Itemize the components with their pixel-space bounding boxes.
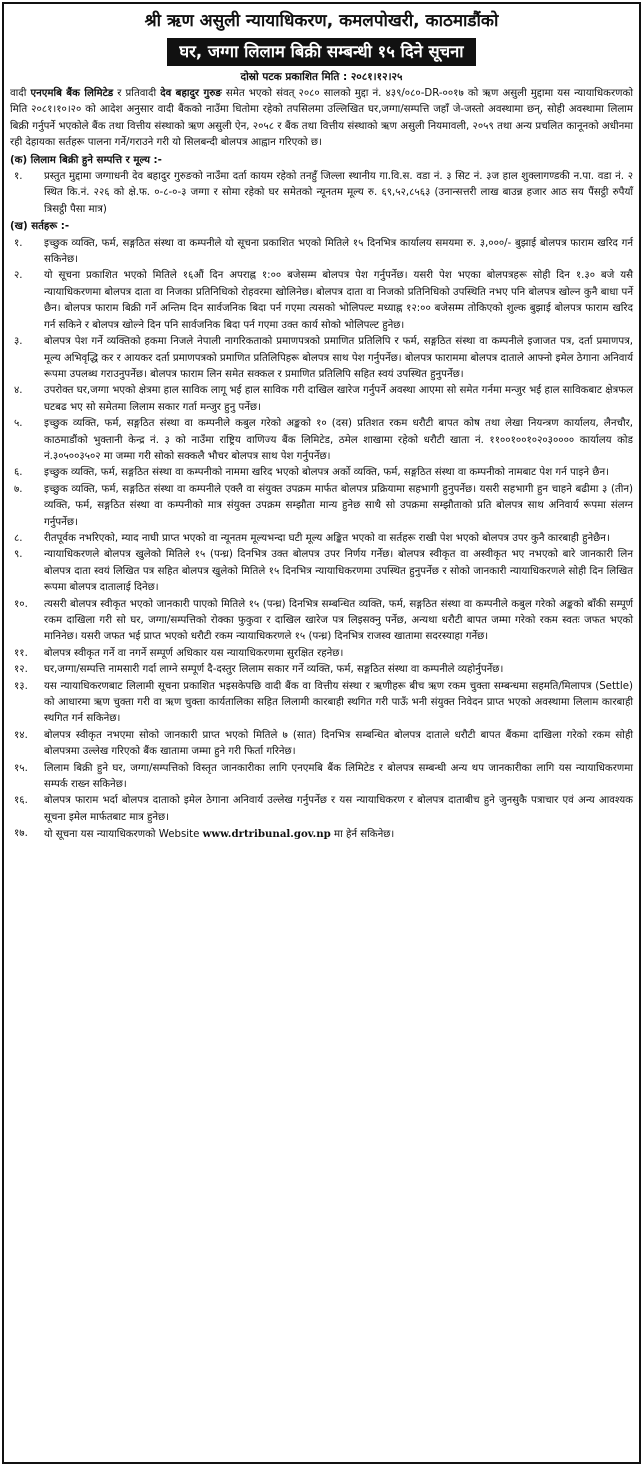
term-text: यस न्यायाधिकरणबाट लिलामी सूचना प्रकाशित भइसकेपछि वादी बैंक वा वित्तीय संस्था र ऋणीहरू बीच ऋण रकम चुक्ता सम्बन्धमा सहमति/मिलापत्र (Settle) को आधारमा ऋण चुक्ता गरी वा ऋण चुक्ता कार्यतालिका सहित लिलामी कारबाही स्थगित गरी पाऊँ भनी संयुक्त निवेदन प्राप्त भएको अवस्थामा लिलाम कारबाही स्थगित गर्न सकिनेछ। [44,680,633,725]
property-number: १. [14,171,23,183]
term-number: ५. [14,418,23,430]
term-number: १४. [14,729,28,741]
term-number: २. [14,270,23,282]
term-number: ७. [14,483,23,495]
term-number: १७. [14,828,28,840]
term-text: बोलपत्र स्वीकृत गर्ने वा नगर्ने सम्पूर्ण अधिकार यस न्यायाधिकरणमा सुरक्षित रहनेछ। [44,647,344,659]
publication-date: दोस्रो पटक प्रकाशित मिति : २०८१।१२।२५ [240,71,403,83]
term-item-last [4,826,639,843]
term-text: इच्छुक व्यक्ति, फर्म, सङ्गठित संस्था वा कम्पनीले कबुल गरेको अङ्कको १० (दस) प्रतिशत रकम धरौटी बापत कोष तथा लेखा नियन्त्रण कार्यालय, लैनचौर, काठमाडौंको भुक्तानी केन्द्र नं. ३ को नाउँमा राष्ट्रिय वाणिज्य बैंक लिमिटेड, ठमेल शाखामा रहेको धरौटी खाता नं. ११००१००१०२०३०००० कार्यालय कोड नं.३०५००३५०२ मा जम्मा गरी सोको सक्कलै भौचर बोलपत्र साथ पेश गर्नुपर्नेछ। [44,418,633,462]
term-item [4,728,639,761]
term-item [4,547,639,596]
term-text: इच्छुक व्यक्ति, फर्म, सङ्गठित संस्था वा कम्पनीले एक्लै वा संयुक्त उपक्रम मार्फत बोलपत्र प्रक्रियामा सहभागी हुनुपर्नेछ। यसरी सहभागी हुन चाहने बढीमा ३ (तीन) व्यक्ति, फर्म, सङ्गठित संस्था वा कम्पनीको मात्र संयुक्त उपक्रम सम्झौता मान्य हुनेछ साथै सो उपक्रमा सम्झौताको प्रति बोलपत्र साथ अनिवार्य रूपमा संलग्न गर्नुपर्नेछ। [44,483,633,528]
term-item [4,416,639,465]
term-item [4,482,639,531]
plaintiff-bank: एनएमबि बैंक लिमिटेड [30,88,114,99]
section-a-heading: (क) लिलाम बिक्री हुने सम्पत्ति र मूल्य :- [10,154,162,166]
term-item [4,761,639,794]
notice-title: श्री ऋण असुली न्यायाधिकरण, कमलपोखरी, काठमाडौंको [144,11,499,31]
intro-text-2: र प्रतिवादी [113,88,161,99]
term-text: घर,जग्गा/सम्पत्ति नामसारी गर्दा लाग्ने सम्पूर्ण दै-दस्तुर लिलाम सकार गर्ने व्यक्ति, फर्म, सङ्गठित संस्था वा कम्पनीले व्यहोर्नुपर्नेछ। [44,664,504,676]
term-number: १६. [14,795,28,807]
term-text: न्यायाधिकरणले बोलपत्र खुलेको मितिले १५ (पन्ध्र) दिनभित्र उक्त बोलपत्र उपर निर्णय गर्नेछ। बोलपत्र स्वीकृत वा अस्वीकृत भए नभएको बारे जानकारी लिन बोलपत्र दाता स्वयं लिखित पत्र सहित बोलपत्र खुलेको मितिले १५ दिनभित्र न्यायाधिकरणमा उपस्थित हुनुपर्नेछ र सोको जानकारी न्यायाधिकरणले सोही दिन लिखित रूपमा बोलपत्र दातालाई दिनेछ। [44,549,633,594]
term-text: बोलपत्र स्वीकृत नभएमा सोको जानकारी प्राप्त भएको मितिले ७ (सात) दिनभित्र सम्बन्धित बोलपत्र दाताले धरौटी बापत बैंकमा दाखिला गरेको रकम सोही बोलपत्रमा उल्लेख गरिएको बैंक खातामा जम्मा हुने गरी फिर्ता गरिनेछ। [44,729,633,758]
term-text: रीतपूर्वक नभरिएको, म्याद नाघी प्राप्त भएको वा न्यूनतम मूल्यभन्दा घटी मूल्य अङ्कित भएको वा सर्तहरू राखी पेश भएको बोलपत्र उपर कुनै कारबाही हुनेछैन। [44,532,610,544]
term-text [44,826,633,843]
term-text: यो सूचना प्रकाशित भएको मितिले १६औं दिन अपराह्न १:०० बजेसम्म बोलपत्र पेश गर्नुपर्नेछ। यसरी पेश भएका बोलपत्रहरू सोही दिन १.३० बजे यसै न्यायाधिकरणमा बोलपत्र दाता वा निजका प्रतिनिधिको रोहवरमा खोलिनेछ। बोलपत्र दाता वा निजको प्रतिनिधिको उपस्थिति नभए पनि बोलपत्र खोल्न कुनै बाधा पर्ने छैन। बोलपत्र फाराम बिक्री गर्ने अन्तिम दिन सार्वजनिक बिदा पर्न गएमा त्यसको भोलिपल्ट मध्याह्न १२:०० बजेसम्म तोकिएको शुल्क बुझाई बोलपत्र फाराम खरिद गर्न सकिने र बोलपत्र खोल्ने दिन पनि सार्वजनिक बिदा पर्न गएमा उक्त कार्य सोको भोलिपल्ट हुनेछ। [44,270,633,331]
term-item [4,793,639,826]
term-number: ४. [14,385,23,397]
intro-paragraph [4,84,639,152]
term-text: लिलाम बिक्री हुने घर, जग्गा/सम्पत्तिको विस्तृत जानकारीका लागि एनएमबि बैंक लिमिटेड र बोलपत्र सम्बन्धी अन्य थप जानकारीका लागि यस न्यायाधिकरणमा सम्पर्क राख्न सकिनेछ। [44,762,633,791]
term-number: १. [14,237,23,249]
term-text: बोलपत्र फाराम भर्दा बोलपत्र दाताको इमेल ठेगाना अनिवार्य उल्लेख गर्नुपर्नेछ र यस न्यायाधिकरण र बोलपत्र दाताबीच हुने जुनसुकै पत्राचार एवं अन्य आवश्यक सूचना इमेल मार्फतबाट मात्र हुनेछ। [44,795,633,823]
term-number: ११. [14,647,28,659]
term-item [4,531,639,547]
term-number: १५. [14,762,28,774]
section-b-heading: (ख) सर्तहरू :- [10,221,70,233]
terms-list [4,236,639,827]
term-item [4,334,639,383]
website-link[interactable]: www.drtribunal.gov.np [202,828,331,841]
term-text: त्यसरी बोलपत्र स्वीकृत भएको जानकारी पाएको मितिले १५ (पन्ध्र) दिनभित्र सम्बन्धित व्यक्ति, फर्म, सङ्गठित संस्था वा कम्पनीले कबुल गरेको अङ्कको बाँकी सम्पूर्ण रकम दाखिला गरी सो घर, जग्गा/सम्पत्तिको रोक्का फुकुवा र दाखिल खारेज पत्र लिइसक्नु पर्नेछ, अन्यथा धरौटी बापत जम्मा गरेको रकम स्वतः जफत भएको मानिनेछ। यसरी जफत भई प्राप्त भएको धरौटी रकम न्यायाधिकरणले १५ (पन्ध्र) दिनभित्र राजस्व खातामा सदरस्याहा गर्नेछ। [44,598,633,643]
term-item [4,383,639,416]
defendant-name: देव बहादुर गुरुङ [160,88,222,99]
term-text-part-1: यो सूचना यस न्यायाधिकरणको Website [44,829,203,841]
term-text: बोलपत्र पेश गर्ने व्यक्तिको हकमा निजले नेपाली नागरिकताको प्रमाणपत्रको प्रमाणित प्रतिलिपि र फर्म, सङ्गठित संस्था वा कम्पनीले इजाजत पत्र, दर्ता प्रमाणपत्र, मूल्य अभिवृद्धि कर र आयकर दर्ता प्रमाणपत्रको प्रमाणित प्रतिलिपिहरू बोलपत्र साथ पेश गर्नुपर्नेछ। बोलपत्र फाराममा बोलपत्र दाताले आफ्नो इमेल ठेगाना अनिवार्य रूपमा उपलब्ध गराउनुपर्नेछ। बोलपत्र फाराम लिन समेत सक्कल र प्रमाणित प्रतिलिपि सहित स्वयं उपस्थित हुनुपर्नेछ। [44,336,633,380]
term-text: इच्छुक व्यक्ति, फर्म, सङ्गठित संस्था वा कम्पनीको नाममा खरिद भएको बोलपत्र अर्को व्यक्ति, फर्म, सङ्गठित संस्था वा कम्पनीको नामबाट पेश गर्न पाइने छैन। [44,467,609,479]
intro-text-1: वादी [10,88,31,99]
term-item [4,662,639,678]
intro-text-3: समेत भएको संवत् २०८० सालको मुद्दा नं. ४३९/०८०-DR-००१७ को ऋण असुली मुद्दामा यस न्यायाधिकरणको मिति २०८१।१०।२० को आदेश अनुसार वादी बैंकको नाउँमा धितोमा रहेको तपसिलमा उल्लिखित घर,जग्गा/सम्पत्ति जहाँ जे-जस्तो अवस्थामा छन्, सोही अवस्थामा लिलाम बिक्री गर्नुपर्ने भएकोले बैंक तथा वित्तीय संस्थाको ऋण असुली ऐन, २०५८ र बैंक तथा वित्तीय संस्थाको ऋण असुली नियमावली, २०५९ तथा अन्य प्रचलित कानूनको अधीनमा रही देहायका सर्तहरू पालना गर्ने/गराउने गरी यो सिलबन्दी बोलपत्र आह्वान गरिएको छ। [10,88,633,149]
property-text: प्रस्तुत मुद्दामा जग्गाधनी देव बहादुर गुरुङको नाउँमा दर्ता कायम रहेको तनहुँ जिल्ला स्थानीय गा.वि.स. वडा नं. ३ सिट नं. ३ज हाल शुक्लागण्डकी न.पा. वडा नं. २ स्थित कि.नं. २२६ को क्षे.फ. ०-८-०-३ जग्गा र सोमा रहेको घर समेतको न्यूनतम मूल्य रु. ६९,५२,८५६३ (उनान्सत्तरी लाख बाउन्न हजार आठ सय पैंसट्ठी रुपैयाँ त्रिसट्ठी पैसा मात्र) [44,171,633,215]
term-text-part-2: मा हेर्न सकिनेछ। [330,829,395,841]
term-text: इच्छुक व्यक्ति, फर्म, सङ्गठित संस्था वा कम्पनीले यो सूचना प्रकाशित भएको मितिले १५ दिनभित्र कार्यालय समयमा रु. ३,०००/- बुझाई बोलपत्र फाराम खरिद गर्न सकिनेछ। [44,237,633,266]
term-number: १२. [14,664,28,676]
term-item [4,236,639,269]
term-item [4,465,639,481]
notice-page [2,2,641,1464]
term-number: ८. [14,532,23,544]
term-number: ९. [14,549,23,561]
term-number: १०. [14,598,28,610]
banner-wrap [4,38,639,66]
term-number: १३. [14,680,28,692]
term-text: उपरोक्त घर,जग्गा भएको क्षेत्रमा हाल साविक लागू भई हाल साविक गरी दाखिल खारेज गर्नुपर्ने अवस्था आएमा सो समेत गर्नमा मन्जुर भई हाल साविकबाट क्षेत्रफल घटबढ भए सो समेतमा लिलाम सकार गर्ता मन्जुर हुनु पर्नेछ। [44,385,633,413]
term-number: ३. [14,336,23,348]
term-item [4,268,639,334]
term-item [4,646,639,662]
notice-banner: घर, जग्गा लिलाम बिक्री सम्बन्धी १५ दिने सूचना [167,38,475,66]
term-number: ६. [14,467,23,479]
term-item [4,597,639,646]
property-item [4,169,639,218]
term-item [4,679,639,728]
